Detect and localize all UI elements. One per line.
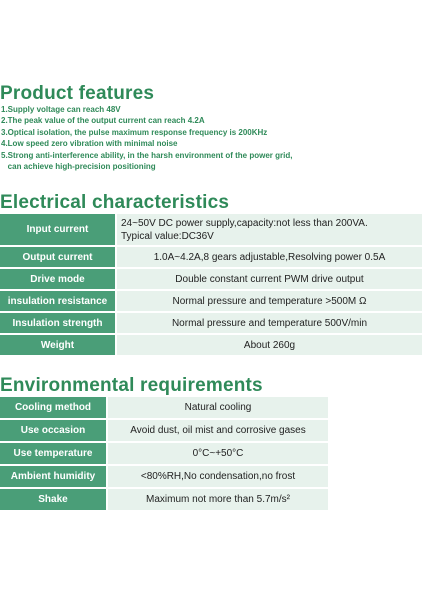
row-label: Drive mode (0, 269, 115, 289)
table-row (0, 214, 422, 245)
feature-item: 2.The peak value of the output current can reach 4.2A (1, 116, 205, 126)
feature-item: 3.Optical isolation, the pulse maximum response frequency is 200KHz (1, 127, 268, 137)
environmental-table (0, 397, 328, 512)
table-row (0, 269, 422, 289)
feature-item: 4.Low speed zero vibration with minimal noise (1, 139, 178, 149)
feature-item-continued: can achieve high-precision positioning (1, 162, 156, 172)
row-label: Input current (0, 214, 115, 245)
feature-item: 1.Supply voltage can reach 48V (1, 105, 121, 114)
value-line: 24~50V DC power supply,capacity:not less than 200VA. (121, 217, 368, 229)
product-features-title: Product features (0, 83, 155, 104)
row-label: Weight (0, 335, 115, 355)
row-value: Double constant current PWM drive output (117, 269, 422, 289)
table-row (0, 443, 328, 464)
table-row (0, 313, 422, 333)
row-label: Output current (0, 247, 115, 267)
environmental-requirements-title: Environmental requirements (0, 375, 263, 396)
features-list (1, 104, 421, 172)
feature-item: 5.Strong anti-interference ability, in the harsh environment of the power grid, (1, 150, 293, 160)
row-value: <80%RH,No condensation,no frost (108, 466, 328, 487)
table-row (0, 291, 422, 311)
table-row (0, 489, 328, 510)
row-value: 0°C~+50°C (108, 443, 328, 464)
row-value: About 260g (117, 335, 422, 355)
row-label: Cooling method (0, 397, 106, 418)
row-value: Normal pressure and temperature >500M Ω (117, 291, 422, 311)
table-row (0, 466, 328, 487)
table-row (0, 420, 328, 441)
row-value (117, 214, 422, 245)
row-label: Use occasion (0, 420, 106, 441)
row-label: insulation resistance (0, 291, 115, 311)
electrical-table (0, 214, 422, 357)
table-row (0, 397, 328, 418)
row-label: Use temperature (0, 443, 106, 464)
row-value: Maximum not more than 5.7m/s² (108, 489, 328, 510)
row-label: Insulation strength (0, 313, 115, 333)
table-row (0, 335, 422, 355)
row-value: Natural cooling (108, 397, 328, 418)
value-line: Typical value:DC36V (121, 230, 214, 242)
row-label: Ambient humidity (0, 466, 106, 487)
table-row (0, 247, 422, 267)
row-value: Normal pressure and temperature 500V/min (117, 313, 422, 333)
electrical-characteristics-title: Electrical characteristics (0, 192, 230, 213)
row-value: Avoid dust, oil mist and corrosive gases (108, 420, 328, 441)
row-value: 1.0A~4.2A,8 gears adjustable,Resolving power 0.5A (117, 247, 422, 267)
row-label: Shake (0, 489, 106, 510)
